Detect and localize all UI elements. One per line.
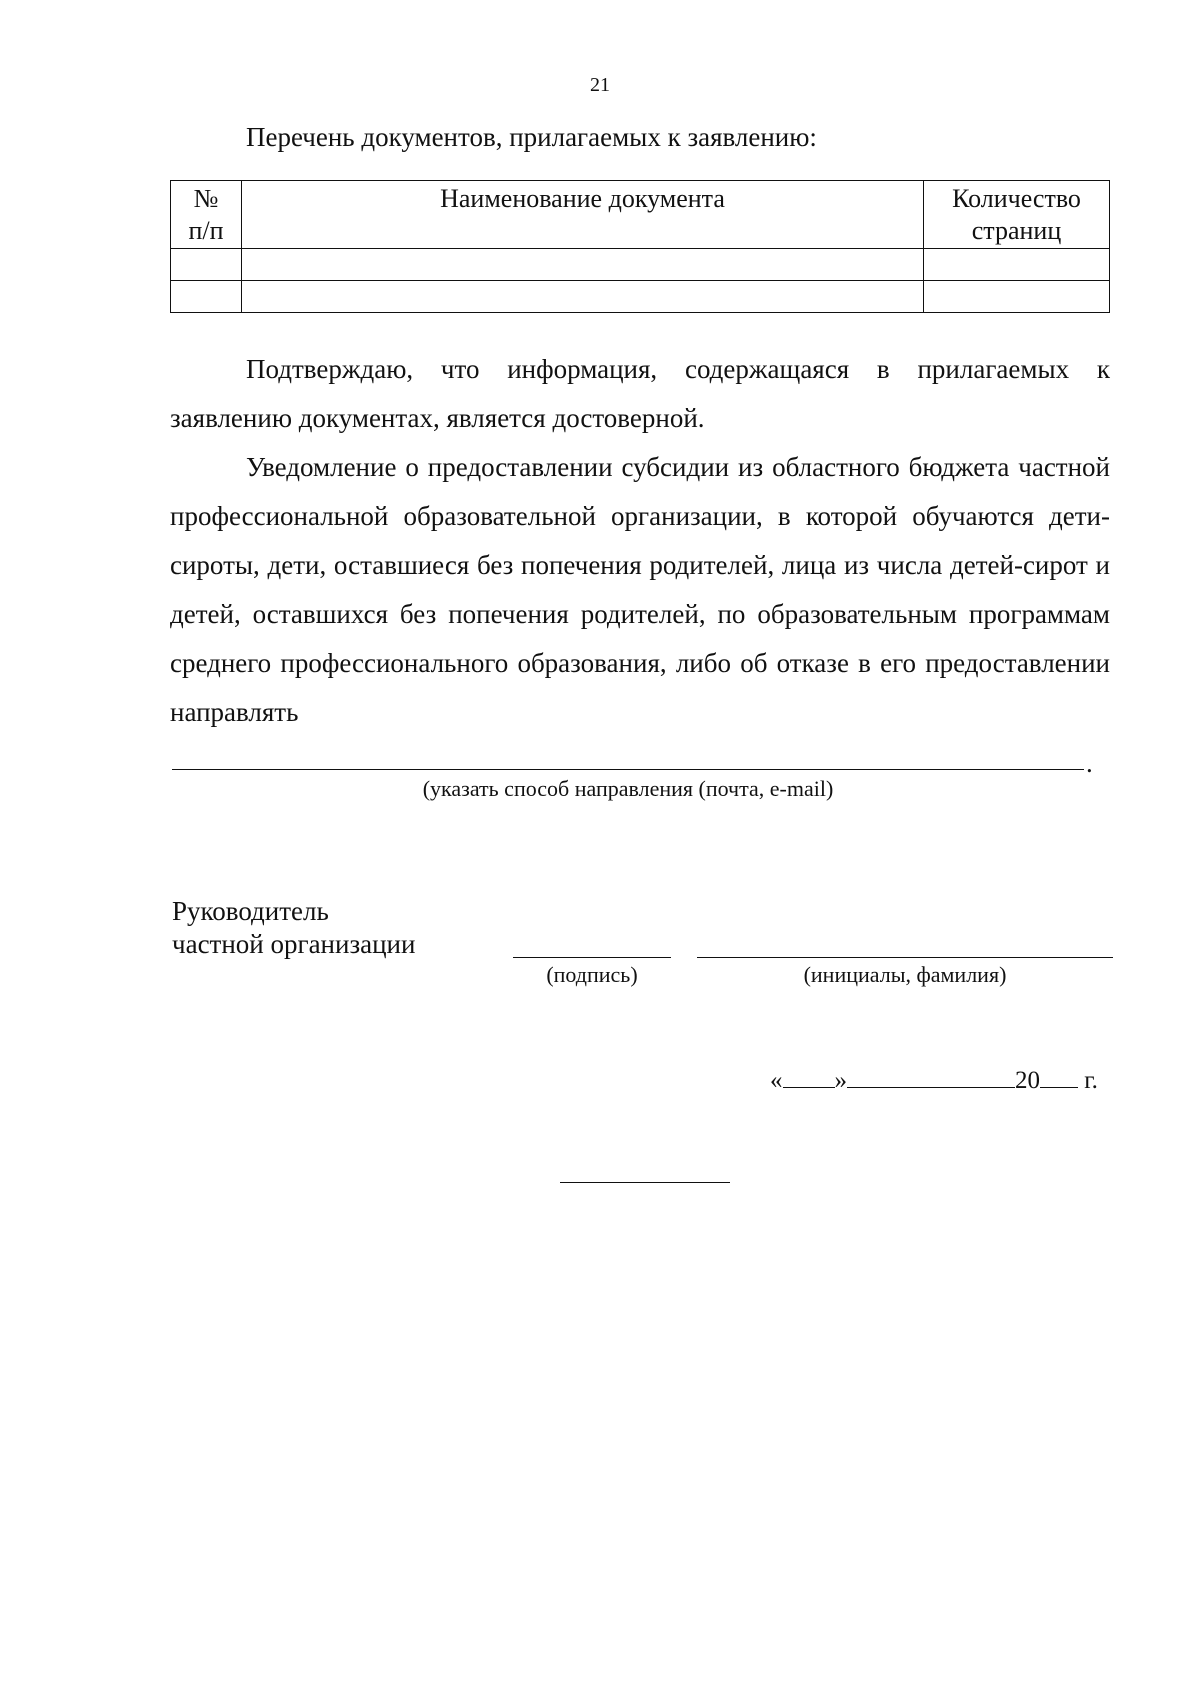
header-page-count-line2: страниц (971, 216, 1062, 245)
table-row (171, 249, 1110, 281)
signature-field[interactable] (513, 957, 671, 958)
date-open-quote: « (770, 1067, 783, 1094)
name-field[interactable] (697, 957, 1113, 958)
notification-paragraph (170, 443, 1110, 737)
documents-list-heading: Перечень документов, прилагаемых к заявлению: (246, 122, 817, 152)
date-year-suffix: г. (1084, 1067, 1098, 1094)
header-number (171, 181, 242, 249)
confirmation-text: Подтверждаю, что информация, содержащаяся в прилагаемых к заявлению документах, является достоверной. (170, 354, 1110, 433)
signer-title-line2: частной организации (172, 929, 416, 959)
date-year-prefix: 20 (1015, 1067, 1040, 1094)
header-number-line1: № (193, 184, 219, 213)
cell-page-count[interactable] (924, 281, 1110, 313)
confirmation-paragraph (170, 345, 1110, 443)
header-number-line2: п/п (188, 216, 224, 245)
cell-number[interactable] (171, 281, 242, 313)
documents-table (170, 180, 1110, 313)
table-header-row (171, 181, 1110, 249)
header-page-count-line1: Количество (952, 184, 1081, 213)
send-method-field[interactable] (172, 769, 1084, 770)
send-method-caption: (указать способ направления (почта, e-mail) (422, 776, 834, 801)
send-method-period: . (1086, 748, 1093, 778)
signer-title (172, 895, 415, 961)
date-day-field[interactable] (783, 1065, 835, 1088)
page-number: 21 (590, 74, 610, 96)
cell-document-name[interactable] (242, 281, 924, 313)
signature-caption: (подпись) (546, 962, 638, 987)
date-field (770, 1065, 1098, 1095)
table-row (171, 281, 1110, 313)
cell-document-name[interactable] (242, 249, 924, 281)
cell-number[interactable] (171, 249, 242, 281)
date-month-field[interactable] (847, 1065, 1015, 1088)
notification-text: Уведомление о предоставлении субсидии из областного бюджета частной профессиональной образовательной организации, в которой обучаются дети-сироты, дети, оставшиеся без попечения родителей, лица из числа детей-сирот и детей, оставшихся без попечения родителей, по образовательным программам среднего профессионального образования, либо об отказе в его предоставлении направлять (170, 452, 1110, 727)
header-document-name: Наименование документа (242, 181, 924, 249)
name-caption: (инициалы, фамилия) (803, 962, 1007, 987)
date-close-quote: » (834, 1067, 847, 1094)
end-of-document-line (560, 1182, 730, 1183)
signer-title-line1: Руководитель (172, 896, 329, 926)
cell-page-count[interactable] (924, 249, 1110, 281)
header-page-count (924, 181, 1110, 249)
date-year-field[interactable] (1040, 1065, 1078, 1088)
